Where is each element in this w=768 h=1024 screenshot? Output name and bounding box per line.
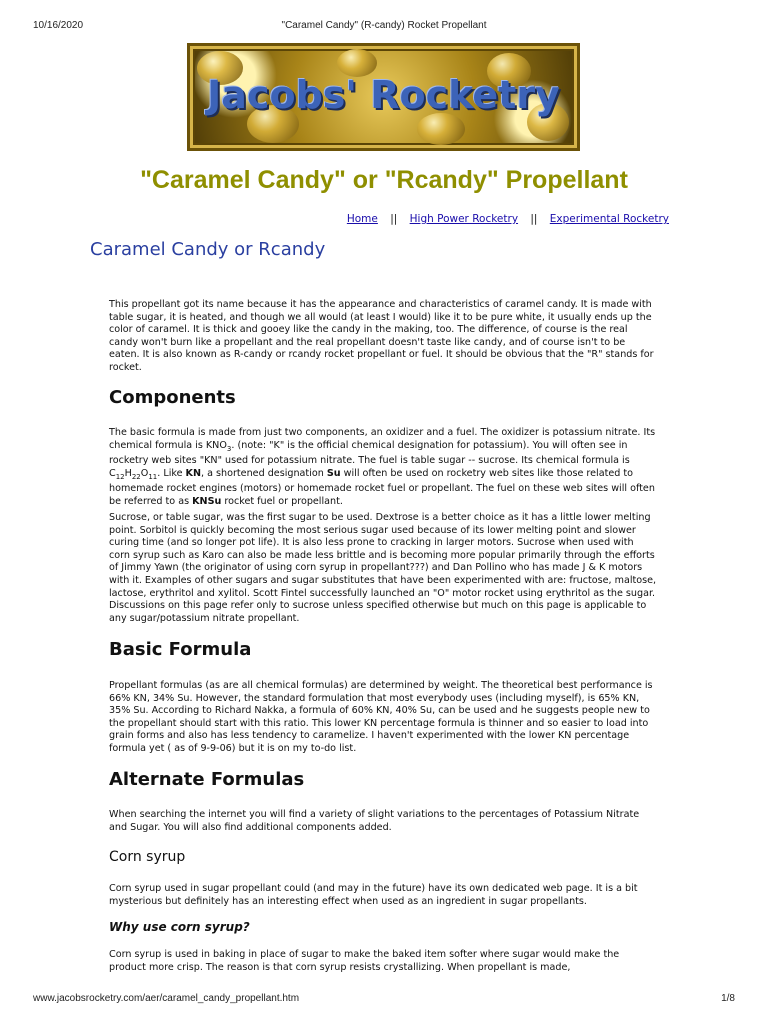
why-corn-syrup-paragraph: Corn syrup is used in baking in place of sugar to make the baked item softer where sugar would make the product more crisp. The reason is that corn syrup resists crystallizing. When propellant is made, [109,949,620,973]
components-paragraph-1: The basic formula is made from just two components, an oxidizer and a fuel. The oxidizer is potassium nitrate. Its chemical formula is $KNO_3$. (note: "K" is the official chemical designation for potassium). You will often see in rocketry web sites "KN" used for potassium nitrate. The fuel is table sugar -- sucrose. Its chemical formula is $C_{12}H_{22}O_{11}$. Like KN, a shortened designation Su will often be used on rocketry web sites like those related to homemade rocket engines (motors) or homemade rocket fuel or propellant. The fuel on these web sites will often be referred to as KNSu rocket fuel or propellant. [109,427,656,507]
intro-paragraph: This propellant got its name because it has the appearance and characteristics of caramel candy. It is made with table sugar, it is heated, and though we all would (at least I would) like it to be pure white, it usually ends up the color of caramel. It is thick and gooey like the candy in the making, too. The difference, of course is the real candy won't burn like a propellant and the real propellant doesn't taste like candy, and of course isn't to be eaten. It is also known as R-candy or rcandy rocket propellant or fuel. It should be obvious that the "R" stands for rocket. [109,299,654,373]
print-page-number: 1/8 [721,993,735,1004]
page-title: "Caramel Candy" or "Rcandy" Propellant [140,166,628,194]
corn-syrup-body [109,883,657,908]
components-heading: Components [109,387,236,408]
nav-links [347,213,669,225]
why-corn-syrup-section [109,920,657,934]
components-body-2 [109,512,657,625]
basic-formula-heading: Basic Formula [109,639,252,660]
alternate-formulas-section [109,769,657,790]
section-title: Caramel Candy or Rcandy [90,239,326,260]
banner-title: Jacobs' Rocketry [207,73,560,117]
nav-separator: || [390,213,398,225]
intro-section [109,299,657,375]
site-banner-logo [187,43,580,151]
basic-formula-paragraph: Propellant formulas (as are all chemical formulas) are determined by weight. The theoretical best performance is 66% KN, 34% Su. However, the standard formulation that most everybody uses (including myself), is 65% KN, 35% Su. According to Richard Nakka, a formula of 60% KN, 40% Su, can be used and he suggests people new to the propellant should start with this ratio. This lower KN percentage formula is thinner and so easier to load into grain forms and also has less tendency to caramelize. I haven't experimented with the lower KN percentage formula yet ( as of 9-9-06) but it is on my to-do list. [109,680,653,754]
why-corn-syrup-body [109,949,657,974]
print-page-title: "Caramel Candy" (R-candy) Rocket Propellant [281,20,487,31]
corn-syrup-heading: Corn syrup [109,849,186,865]
alternate-formulas-body [109,809,657,834]
basic-formula-section [109,639,657,660]
print-footer [33,993,735,1007]
alternate-formulas-heading: Alternate Formulas [109,769,305,790]
alternate-formulas-paragraph: When searching the internet you will find a variety of slight variations to the percentages of Potassium Nitrate and Sugar. You will also find additional components added. [109,809,640,833]
basic-formula-body [109,680,657,756]
nav-experimental-link[interactable]: Experimental Rocketry [549,213,669,225]
nav-high-power-link[interactable]: High Power Rocketry [409,213,519,225]
components-body [109,427,657,508]
corn-syrup-section [109,849,657,865]
corn-syrup-paragraph: Corn syrup used in sugar propellant could (and may in the future) have its own dedicated web page. It is a bit mysterious but definitely has an interesting effect when used as an ingredient in sugar propellants. [109,883,638,907]
nav-separator: || [530,213,538,225]
components-paragraph-2: Sucrose, or table sugar, was the first sugar to be used. Dextrose is a better choice as it has a little lower melting point. Sorbitol is quickly becoming the most serious sugar used because of its lower melting point and slower curing time (and so longer pot life). It is also less prone to cracking in larger motors. Sucrose when used with corn syrup such as Karo can also be made less brittle and is becoming more popular primarily through the efforts of Jimmy Yawn (the originator of using corn syrup in propellant???) and Dan Pollino who has made J & K motors with it. Examples of other sugars and sugar substitutes that have been experimented with are: fructose, maltose, lactose, erythritol and xylitol. Scott Fintel successfully launched an "O" motor rocket using erythritol as the sugar. Discussions on this page refer only to sucrose unless specified otherwise but much on this page is applicable to any sugar/potassium nitrate propellant. [109,512,657,624]
why-corn-syrup-heading: Why use corn syrup? [109,920,250,934]
print-url: www.jacobsrocketry.com/aer/caramel_candy_propellant.htm [33,993,300,1004]
print-header [33,20,735,34]
nav-home-link[interactable]: Home [346,213,378,225]
components-section [109,387,657,408]
print-date: 10/16/2020 [33,20,84,31]
